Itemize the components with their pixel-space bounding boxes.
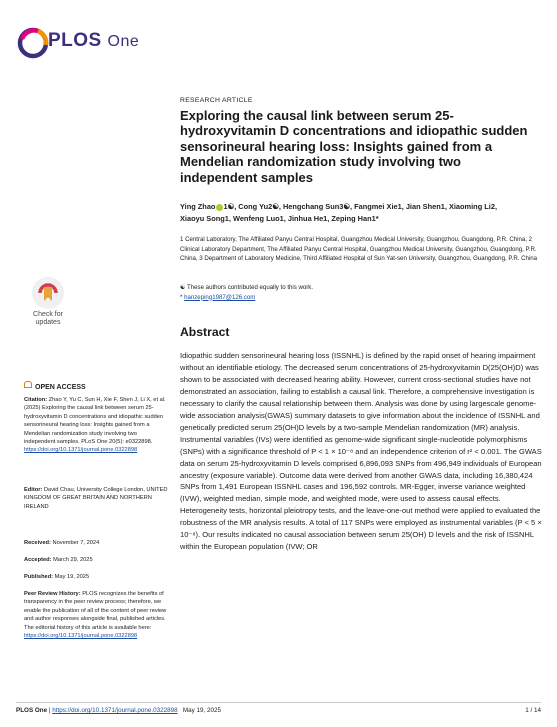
citation-block: Citation: Zhao Y, Yu C, Sun H, Xie F, Shen J, Li X, et al. (2025) Exploring the causal link between serum 25-hydroxyvitamin D concentrations and idiopathic sudden sensorineural hearing loss: Insights gained from a Mendelian randomization study involving two independent samples. PLoS One 20(5): e0322898. https://doi.org/10.1371/journal.pone.0322898 xyxy=(24,397,166,454)
received-date: Received: November 7, 2024 xyxy=(24,540,100,546)
check-for-updates-badge[interactable]: Check for updates xyxy=(24,277,72,333)
open-lock-icon xyxy=(24,381,32,388)
abstract-heading: Abstract xyxy=(180,325,230,339)
article-type: RESEARCH ARTICLE xyxy=(180,97,253,104)
footer-doi-link[interactable]: https://doi.org/10.1371/journal.pone.0322898 xyxy=(52,707,178,714)
accepted-date: Accepted: March 29, 2025 xyxy=(24,557,93,563)
affiliations: 1 Central Laboratory, The Affiliated Panyu Central Hospital, Guangzhou Medical University, Guangzhou, Guangdong, P.R. China, 2 Clinical Laboratory Department, The Affiliated Panyu Central Hospital, Guangzhou Medical University, Guangzhou, Guangdong, P.R. China, 3 Department of Laboratory Medicine, Third Affiliated Hospital of Sun Yat-sen University, Guangzhou, Guangdong, P.R. China xyxy=(180,236,538,263)
journal-name: PLOS One xyxy=(48,30,140,51)
citation-doi-link[interactable]: https://doi.org/10.1371/journal.pone.0322898 xyxy=(24,447,138,454)
footer-citation: PLOS One | https://doi.org/10.1371/journal.pone.0322898 May 19, 2025 xyxy=(16,707,222,714)
abstract-body: Idiopathic sudden sensorineural hearing loss (ISSNHL) is defined by the rapid onset of hearing impairment without an identifiable etiology. The decreased serum concentrations of 25-hydroxyvitamin D(25(OH)D) was shown to be associated with decreased hearing ability. However, current cross-sectional studies have not demonstrated an association, failing to establish a causal link. Therefore, a comprehensive investigation is necessary to clarify the causal relationship between them. Analysis was done by using largescale genome-wide association analysis(GWAS) summary datasets to give information about the incidence of ISSNHL and genetically predicted serum 25(OH)D levels by a two-sample Mendelian randomization (MR) analysis. Instrumental variables (IVs) were identified as genome-wide significant single-nucleotide polymorphisms (SNPs) with a significance threshold of P < 1 × 10⁻⁸ and an independence criterion of r² < 0.001. The GWAS data on serum 25-hydroxyvitamin D levels comprised 6,896,093 SNPs from 496,949 individuals of European ancestry (exposure variable). Outcome data were derived from another GWAS data, including 16,380,424 SNPs from 1,491 European ISSNHL cases and 196,592 controls. MR-Egger, inverse variance weighted (IVW), weighted median, simple mode, and weighted mode, were used to assess causal effects. Heterogeneity tests, horizontal pleiotropy tests, and the leave-one-out method were applied to evaluated the robustness of the MR analysis results. A total of 117 SNPs were employed as instrumental variables (P < 5 × 10⁻⁸). Our results indicated no causal association between serum 25(OH) D levels and the risk of ISSNHL within the European population (IVW; OR xyxy=(180,351,542,552)
plos-mark-icon xyxy=(16,26,50,60)
open-access-label: OPEN ACCESS xyxy=(24,382,86,391)
footer-divider xyxy=(16,702,541,703)
author-first[interactable]: Ying Zhao xyxy=(180,202,216,211)
peer-review-link[interactable]: https://doi.org/10.1371/journal.pone.0322898 xyxy=(24,633,138,640)
peer-review-block: Peer Review History: PLOS recognizes the benefits of transparency in the peer review process; therefore, we enable the publication of all of the content of peer review and author responses alongside final, published articles. The editorial history of this article is available here: https://doi.org/10.1371/journal.pone.0322898 xyxy=(24,591,167,640)
published-date: Published: May 19, 2025 xyxy=(24,574,90,580)
author-notes: ☯ These authors contributed equally to this work. * hanzeping1987@126.com xyxy=(180,284,314,301)
page-number: 1 / 14 xyxy=(525,707,541,714)
corresponding-email-link[interactable]: hanzeping1987@126.com xyxy=(184,293,256,301)
bookmark-icon xyxy=(32,277,64,309)
author-list: Ying Zhao 1☯, Cong Yu2☯, Hengchang Sun3☯, Fangmei Xie1, Jian Shen1, Xiaoming Li2, Xiaoyu Song1, Wenfeng Luo1, Jinhua He1, Zeping Han1* xyxy=(180,202,497,223)
editor-block: Editor: David Chau, University College London, UNITED KINGDOM OF GREAT BRITAIN AND NORTHERN IRELAND xyxy=(24,487,168,510)
article-title: Exploring the causal link between serum 25-hydroxyvitamin D concentrations and idiopathic sudden sensorineural hearing loss: Insights gained from a Mendelian randomization study involving two independent samples xyxy=(180,108,528,185)
